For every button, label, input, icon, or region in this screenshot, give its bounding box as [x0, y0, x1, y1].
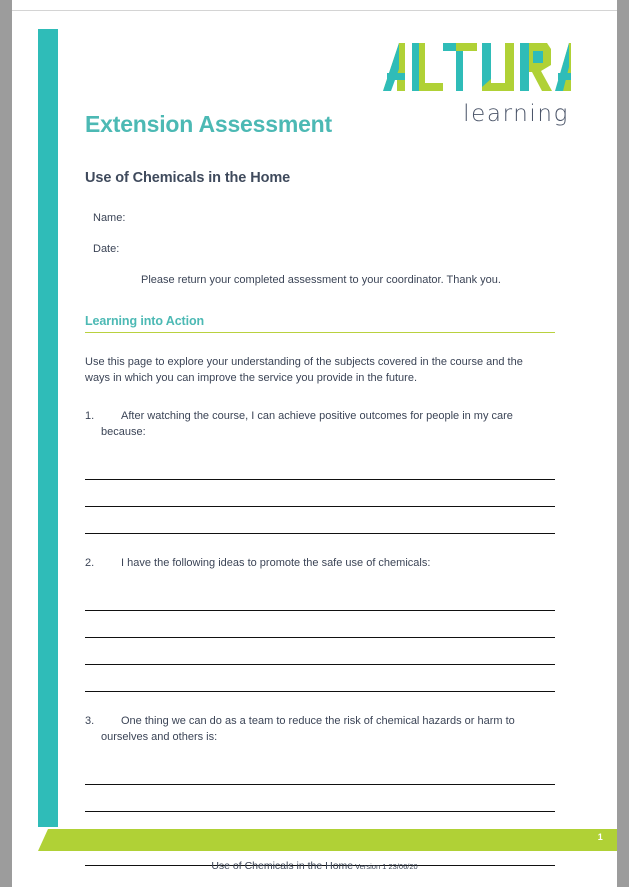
date-field-label[interactable]: Date: [93, 243, 120, 255]
answer-line[interactable] [85, 758, 555, 785]
question-2-answer-area[interactable] [85, 584, 555, 692]
section-intro-text: Use this page to explore your understanding of the subjects covered in the course and the ways in which you can improve the service you provide in the future. [85, 356, 523, 384]
question-2-body: I have the following ideas to promote the safe use of chemicals: [121, 556, 431, 569]
question-3-body: One thing we can do as a team to reduce the risk of chemical hazards or harm to ourselves and others is: [101, 714, 515, 743]
viewer-left-edge [0, 0, 12, 887]
question-3-text [85, 714, 555, 746]
page-subtitle: Use of Chemicals in the Home [85, 170, 291, 186]
question-3-number: 3. [85, 714, 95, 727]
footer-version: Version 1 23/06/20 [355, 862, 418, 871]
answer-line[interactable] [85, 507, 555, 534]
teal-accent-bar [38, 29, 58, 827]
question-1-number: 1. [85, 409, 95, 422]
question-1-body: After watching the course, I can achieve positive outcomes for people in my care because: [101, 409, 513, 438]
answer-line[interactable] [85, 638, 555, 665]
logo-tagline: learning [463, 101, 569, 127]
page-number-badge: 1 [597, 832, 603, 842]
page-footer [12, 856, 617, 874]
name-field-label[interactable]: Name: [93, 212, 126, 224]
question-1-answer-area[interactable] [85, 453, 555, 534]
answer-line[interactable] [85, 785, 555, 812]
question-block-2 [85, 556, 555, 692]
answer-line[interactable] [85, 584, 555, 611]
question-block-1 [85, 409, 555, 534]
answer-line[interactable] [85, 611, 555, 638]
question-1-text [85, 409, 555, 441]
question-2-text [85, 556, 555, 572]
section-heading-learning-into-action: Learning into Action [85, 314, 555, 333]
footer-band-container [38, 829, 617, 851]
page-title: Extension Assessment [85, 111, 332, 137]
question-2-number: 2. [85, 556, 95, 569]
green-footer-band [38, 829, 617, 851]
document-page [12, 10, 617, 882]
answer-line[interactable] [85, 480, 555, 507]
footer-document-name: Use of Chemicals in the Home [211, 860, 354, 872]
viewer-right-edge [617, 0, 629, 887]
altura-wordmark-icon [381, 39, 571, 99]
answer-line[interactable] [85, 665, 555, 692]
document-content [85, 111, 555, 866]
return-instruction: Please return your completed assessment to your coordinator. Thank you. [141, 274, 501, 286]
answer-line[interactable] [85, 453, 555, 480]
